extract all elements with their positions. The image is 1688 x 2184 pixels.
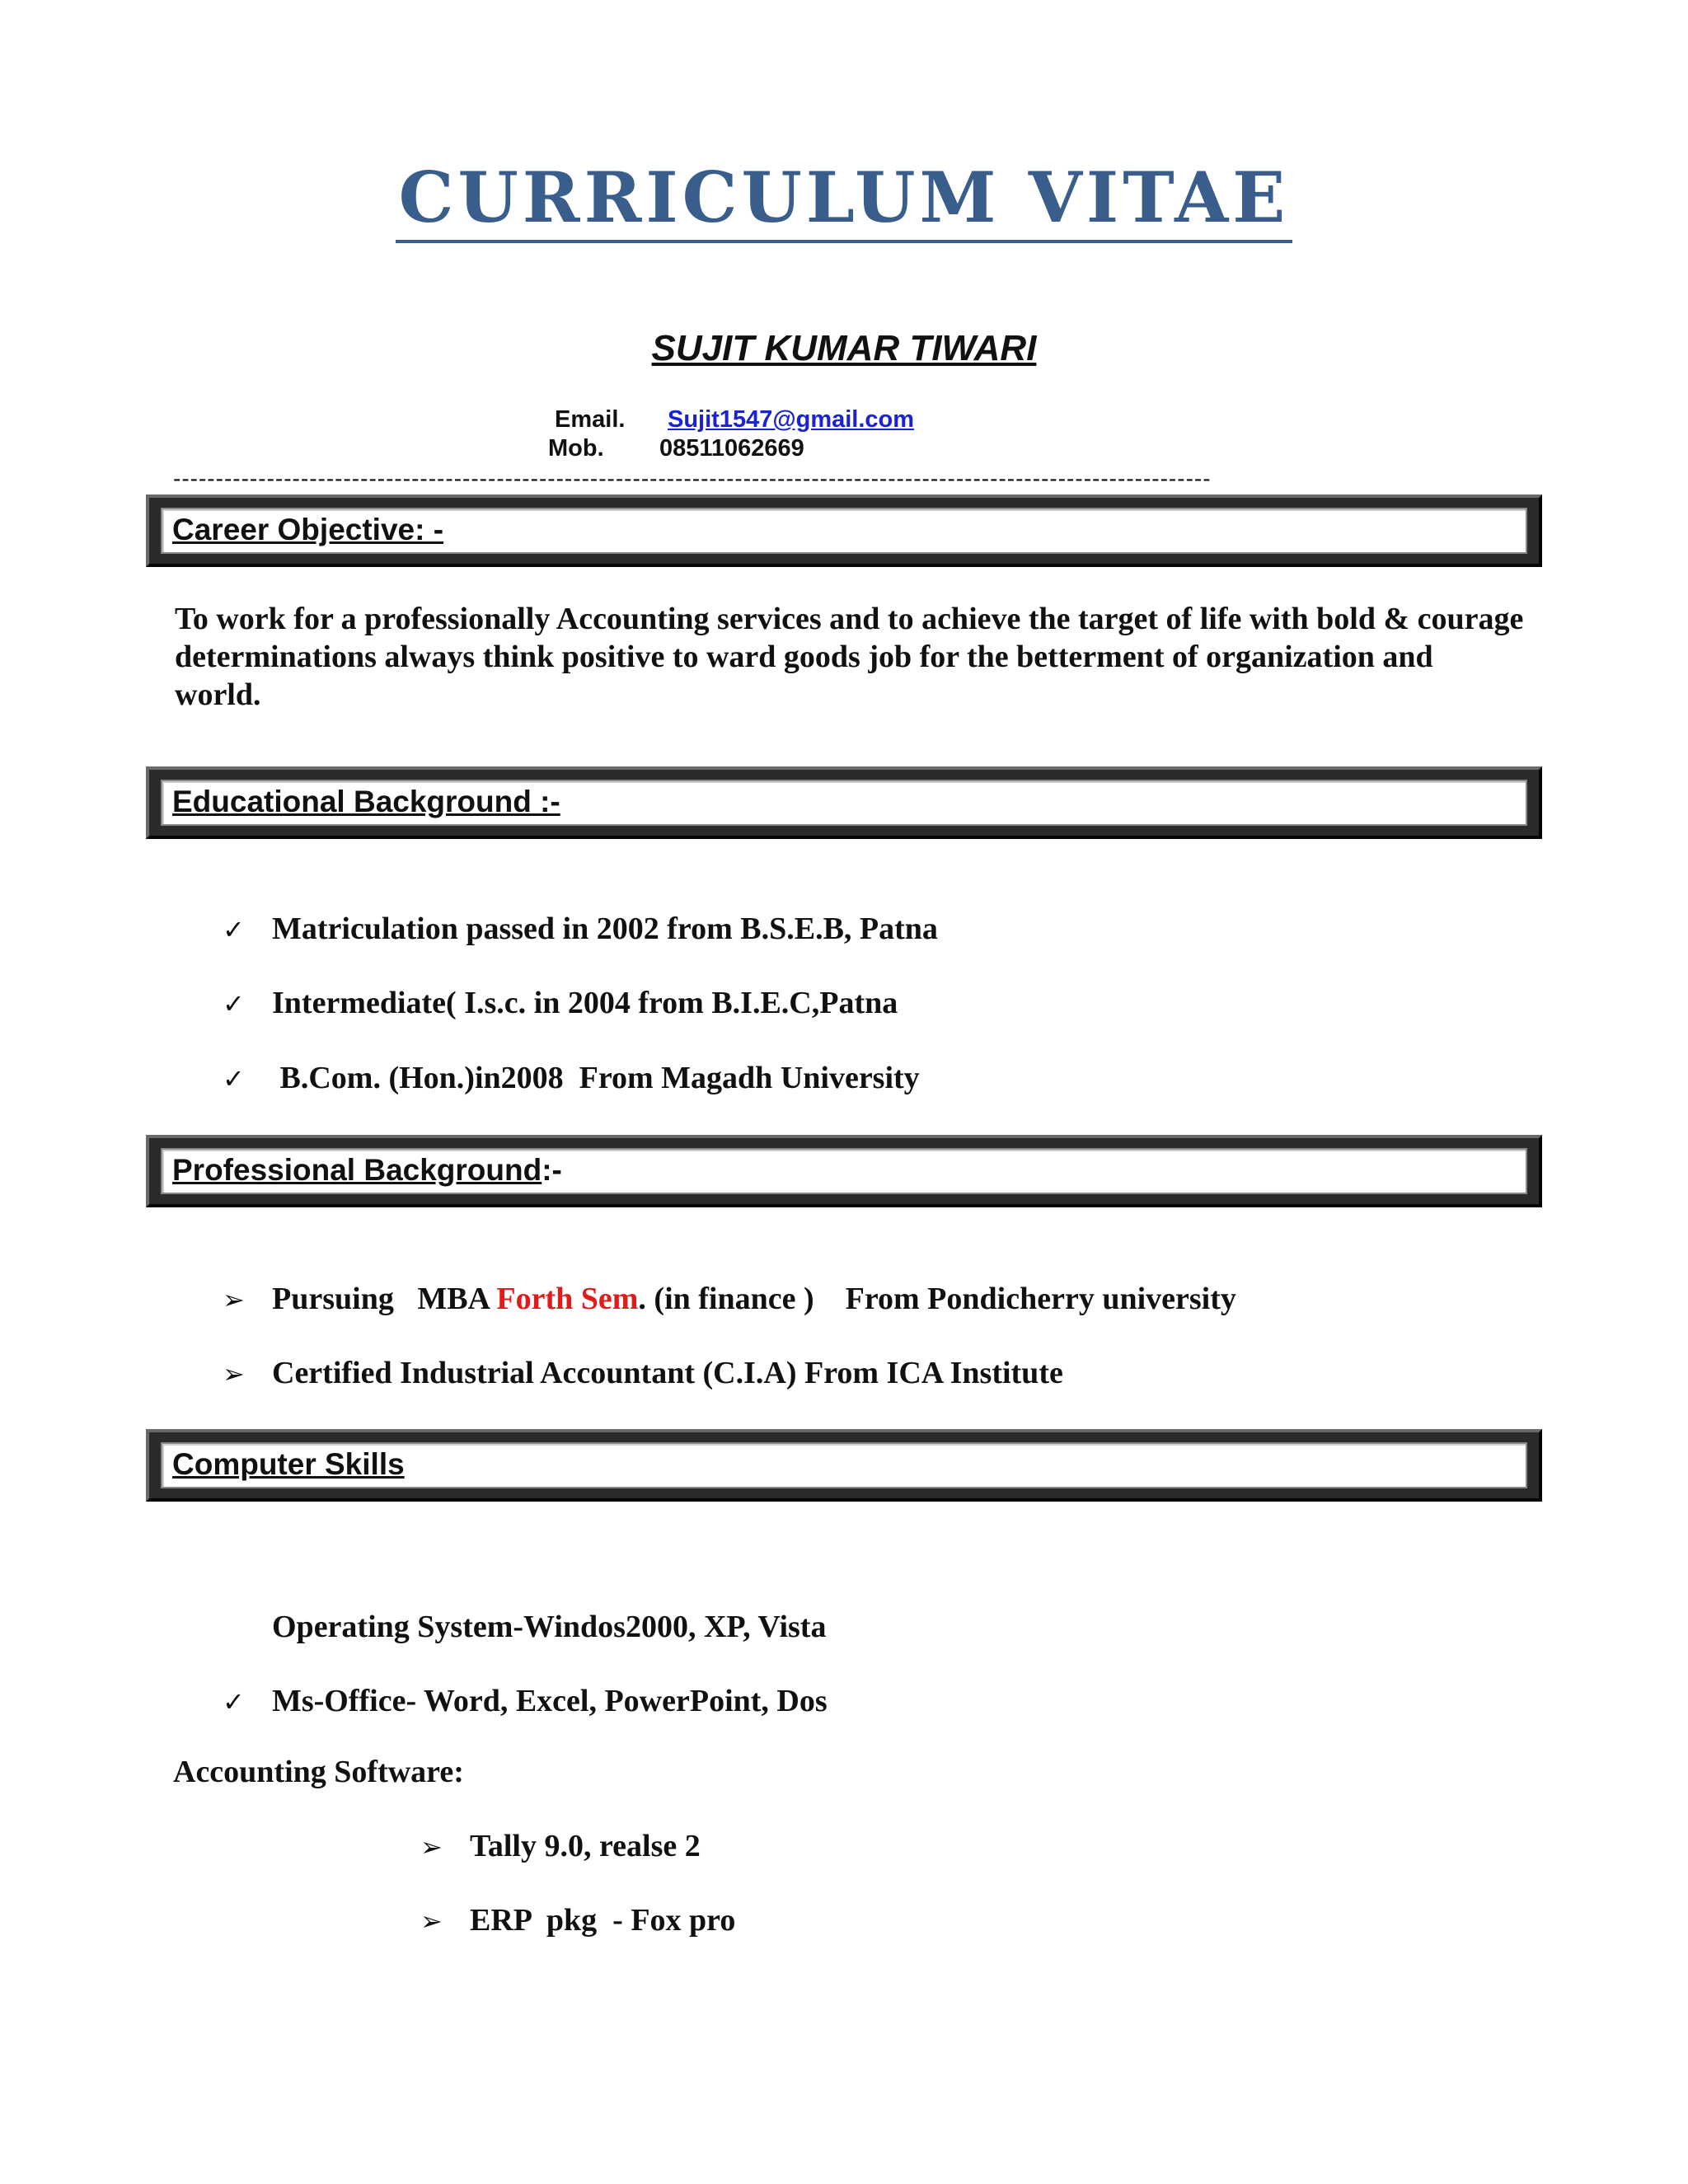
dashed-divider: --------------------------------------------------------------------------------------------------------------------------: [173, 466, 1212, 490]
arrow-bullet-icon: ➢: [420, 1905, 443, 1937]
mobile-number: 08511062669: [659, 435, 804, 462]
education-item: [223, 985, 245, 1021]
education-item-text: B.Com. (Hon.)in2008 From Magadh University: [272, 1061, 920, 1095]
career-objective-text: To work for a professionally Accounting services and to achieve the target of life with bold & courage determinations always think positive to ward goods job for the betterment of organization and world.: [175, 602, 1524, 712]
office-item: [223, 1683, 245, 1719]
professional-header: [146, 1135, 1542, 1207]
accounting-item: [420, 1828, 443, 1864]
professional-item-text: Certified Industrial Accountant (C.I.A) From ICA Institute: [272, 1356, 1063, 1390]
mobile-label: Mob.: [548, 435, 604, 462]
accounting-item: [420, 1902, 443, 1938]
accounting-item-text: Tally 9.0, realse 2: [470, 1829, 701, 1863]
education-item-text: Matriculation passed in 2002 from B.S.E.B, Patna: [272, 912, 938, 946]
education-heading: Educational Background :-: [172, 785, 560, 818]
candidate-name: SUJIT KUMAR TIWARI: [651, 328, 1037, 368]
education-item: [223, 911, 245, 947]
computer-skills-heading: Computer Skills: [172, 1447, 405, 1481]
career-objective-heading: Career Objective: -: [172, 513, 444, 546]
professional-item-text: Pursuing MBA Forth Sem. (in finance ) From Pondicherry university: [272, 1282, 1236, 1316]
professional-item: [223, 1355, 245, 1391]
check-icon: ✓: [223, 914, 245, 945]
highlight-text: Forth Sem: [496, 1282, 639, 1316]
arrow-bullet-icon: ➢: [420, 1831, 443, 1863]
professional-item: [223, 1281, 245, 1317]
arrow-bullet-icon: ➢: [223, 1284, 245, 1315]
operating-system-text: Operating System-Windos2000, XP, Vista: [272, 1610, 827, 1644]
check-icon: ✓: [223, 988, 245, 1019]
email-label: Email.: [555, 406, 626, 433]
accounting-software-label: Accounting Software:: [173, 1755, 464, 1789]
computer-skills-header: [146, 1429, 1542, 1502]
check-icon: ✓: [223, 1063, 245, 1094]
arrow-bullet-icon: ➢: [223, 1358, 245, 1390]
career-objective-header: [146, 494, 1542, 567]
office-item-text: Ms-Office- Word, Excel, PowerPoint, Dos: [272, 1684, 828, 1718]
education-header: [146, 766, 1542, 839]
education-item: [223, 1060, 245, 1096]
document-title: CURRICULUM VITAE: [0, 157, 1688, 238]
check-icon: ✓: [223, 1686, 245, 1718]
accounting-item-text: ERP pkg - Fox pro: [470, 1903, 736, 1938]
email-link[interactable]: Sujit1547@gmail.com: [668, 406, 915, 433]
education-item-text: Intermediate( I.s.c. in 2004 from B.I.E.C,Patna: [272, 986, 898, 1020]
professional-heading: Professional Background:-: [172, 1153, 562, 1187]
